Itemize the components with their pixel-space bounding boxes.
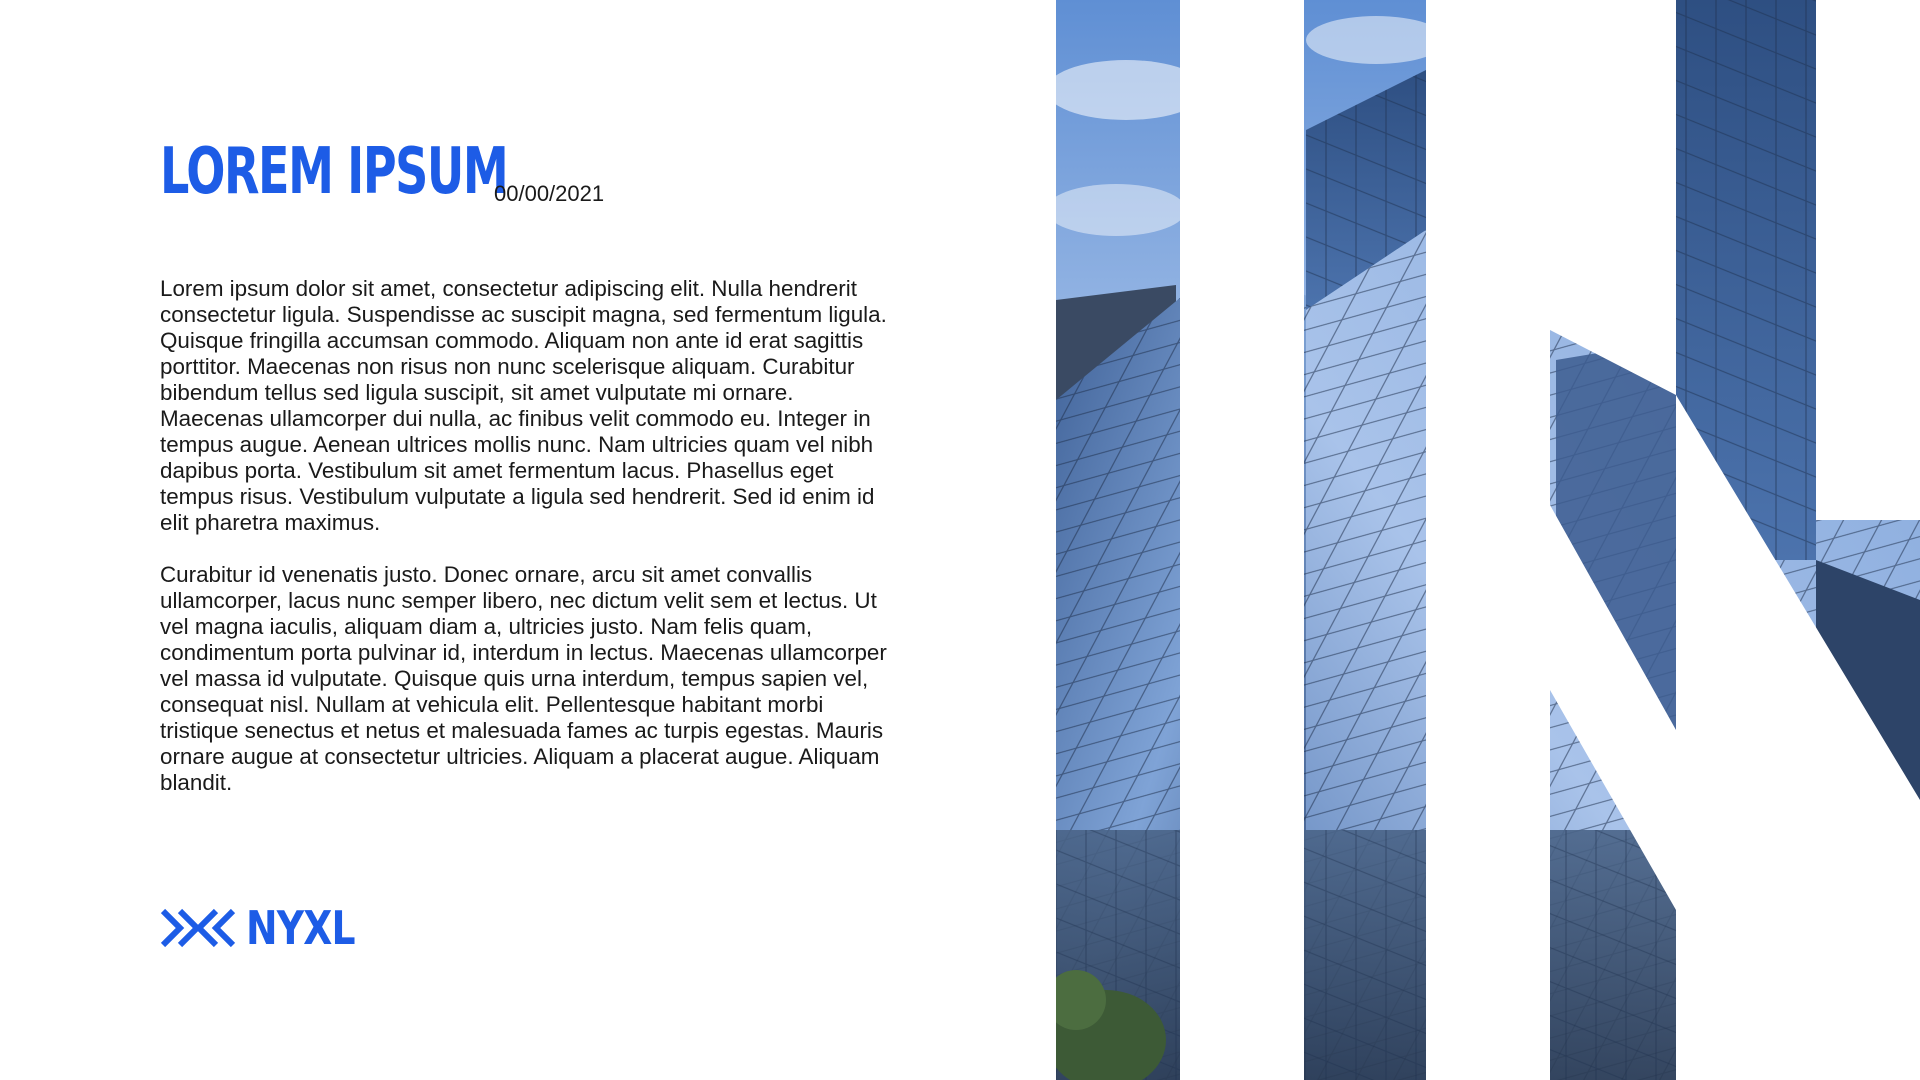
page-title: LOREM IPSUM [160, 135, 508, 209]
logo-text: NYXL [246, 901, 355, 955]
glass-skyscraper-photo-n-mask [1056, 0, 1920, 1080]
date-label: 00/00/2021 [494, 181, 605, 206]
body-text [160, 276, 896, 822]
nyxl-chevron-logo-icon [160, 908, 236, 948]
paragraph: Lorem ipsum dolor sit amet, consectetur adipiscing elit. Nulla hendrerit consectetur ligula. Suspendisse ac suscipit magna, sed fermentum ligula. Quisque fringilla accumsan commodo. Aliquam non ante id erat sagittis porttitor. Maecenas non risus non nunc scelerisque aliquam. Curabitur bibendum tellus sed ligula suscipit, sit amet vulputate mi ornare. Maecenas ullamcorper dui nulla, ac finibus velit commodo eu. Integer in tempus augue. Aenean ultrices mollis nunc. Nam ultricies quam vel nibh dapibus porta. Vestibulum sit amet fermentum lacus. Phasellus eget tempus risus. Vestibulum vulputate a ligula sed hendrerit. Sed id enim id elit pharetra maximus. [160, 276, 887, 535]
paragraph: Curabitur id venenatis justo. Donec ornare, arcu sit amet convallis ullamcorper, lacus nunc semper libero, nec dictum velit sem et lectus. Ut vel magna iaculis, aliquam diam a, ultricies justo. Nam felis quam, condimentum porta pulvinar id, interdum in lectus. Maecenas ullamcorper vel massa id vulputate. Quisque quis urna interdum, tempus sapien vel, consequat nisl. Nullam at vehicula elit. Pellentesque habitant morbi tristique senectus et netus et malesuada fames ac turpis egestas. Mauris ornare augue at consectetur ultricies. Aliquam a placerat augue. Aliquam blandit. [160, 562, 887, 795]
brand-logo [160, 901, 379, 955]
